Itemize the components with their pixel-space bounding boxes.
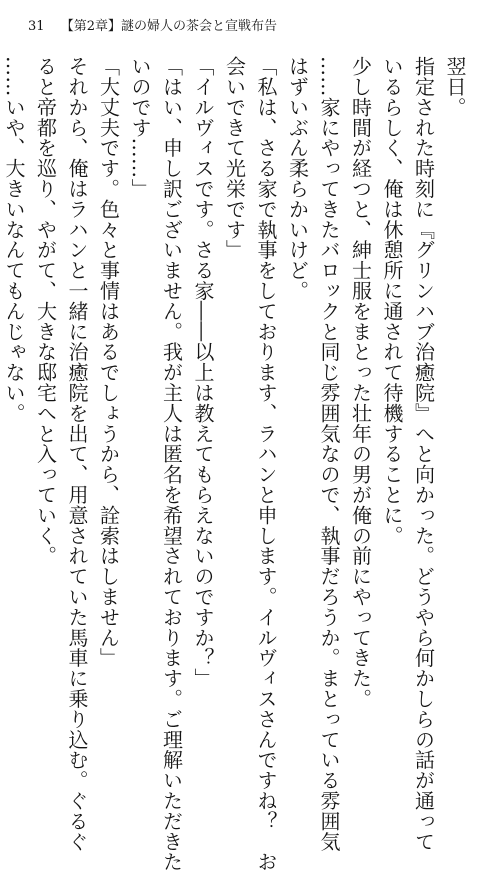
text-line: 「私は、さる家で執事をしております、ラハンと申します。イルヴィスさんですね？ お bbox=[254, 56, 278, 872]
text-line: 翌日。 bbox=[443, 56, 467, 118]
text-line: ……いや、大きいなんてもんじゃない。 bbox=[2, 56, 26, 424]
text-line: はずいぶん柔らかいけど。 bbox=[285, 56, 310, 301]
text-line: いるらしく、俺は休憩所に通されて待機することに。 bbox=[380, 56, 404, 546]
text-line: 「はい、申し訳ございません。我が主人は匿名を希望されております。ご理解いただきた bbox=[159, 56, 184, 872]
page-number: 31 bbox=[28, 19, 45, 34]
text-line: 会いできて光栄です」 bbox=[222, 56, 247, 260]
text-line: それから、俺はラハンと一緒に治癒院を出て、用意されていた馬車に乗り込む。ぐるぐ bbox=[65, 56, 89, 852]
text-line: ると帝都を巡り、やがて、大きな邸宅へと入っていく。 bbox=[33, 56, 58, 566]
text-line: 少し時間が経つと、紳士服をまとった壮年の男が俺の前にやってきた。 bbox=[348, 56, 373, 709]
running-header bbox=[28, 16, 472, 38]
text-line: ……家にやってきたバロックと同じ雰囲気なので、執事だろうか。まとっている雰囲気 bbox=[317, 56, 341, 852]
vertical-body-text bbox=[2, 56, 470, 872]
chapter-title: 【第2章】謎の婦人の茶会と宣戦布告 bbox=[60, 19, 277, 34]
text-line: 「大丈夫です。色々と事情はあるでしょうから、詮索はしません」 bbox=[96, 56, 121, 668]
text-line: 指定された時刻に『グリンハブ治癒院』へと向かった。どうやら何かしらの話が通って bbox=[411, 56, 436, 852]
text-line: いのです……」 bbox=[128, 56, 152, 199]
text-line: 「イルヴィスです。さる家――以上は教えてもらえないのですか？」 bbox=[191, 56, 215, 689]
